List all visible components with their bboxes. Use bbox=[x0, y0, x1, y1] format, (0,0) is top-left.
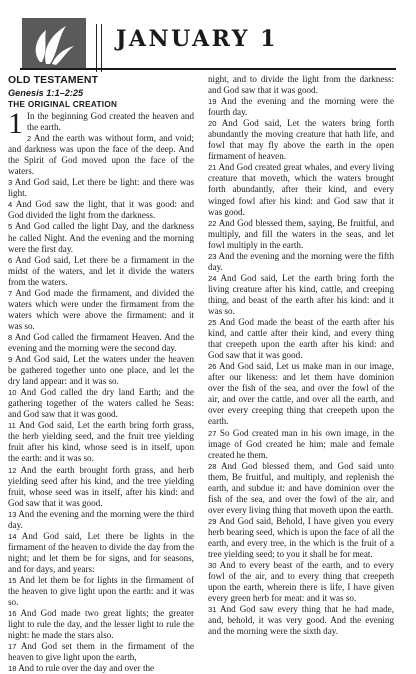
verse bbox=[8, 255, 194, 288]
verse bbox=[208, 74, 394, 96]
verse bbox=[208, 361, 394, 427]
verse-text: And God said, Let there be lights in the firmament of the heaven to divide the day from the night; and let them be for signs, and for seasons, and for days, and years: bbox=[8, 530, 194, 574]
verse-text: And God said, Let there be light: and there was light. bbox=[8, 177, 194, 199]
verse bbox=[8, 663, 194, 674]
logo bbox=[22, 18, 86, 70]
verse-text: And God said, Let the waters under the heaven be gathered together unto one place, and let the dry land appear: and it was so. bbox=[8, 354, 194, 387]
verse bbox=[208, 317, 394, 361]
verse-text: And God saw every thing that he had made, and, behold, it was very good. And the evening and the morning were the sixth day. bbox=[208, 604, 394, 637]
verse bbox=[208, 273, 394, 317]
header-rule bbox=[20, 68, 396, 70]
verse-list bbox=[8, 107, 194, 674]
verse bbox=[208, 96, 394, 118]
verse-number: 5 bbox=[8, 222, 13, 232]
verse-number: 23 bbox=[208, 251, 217, 261]
verse-text: And the earth brought forth grass, and herb yielding seed after his kind, and the tree yielding fruit, whose seed was in itself, after his kind: and God saw that it was good. bbox=[8, 464, 194, 508]
verse-text: And to rule over the day and over the bbox=[18, 663, 155, 674]
verse-text: And God blessed them, saying, Be fruitful, and multiply, and fill the waters in the seas, and let fowl multiply in the earth. bbox=[208, 217, 394, 250]
verse-number: 30 bbox=[208, 561, 217, 571]
verse bbox=[8, 133, 194, 177]
verse-number: 20 bbox=[208, 119, 217, 129]
verse-text: And God said, Behold, I have given you every herb bearing seed, which is upon the face of all the earth, and every tree, in the which is the fruit of a tree yielding seed; to you it shall be for meat. bbox=[208, 515, 394, 560]
header-divider bbox=[96, 24, 102, 72]
verse-text: And God called the light Day, and the darkness he called Night. And the evening and the morning were the first day. bbox=[8, 221, 194, 254]
verse-text: And God created great whales, and every living creature that moveth, which the waters brought forth abundantly, after their kind, and every winged fowl after his kind: and God saw that it was good. bbox=[208, 162, 394, 217]
verse bbox=[8, 221, 194, 254]
verse-number: 11 bbox=[8, 421, 16, 431]
verse bbox=[8, 354, 194, 387]
verse-number: 3 bbox=[8, 178, 13, 188]
passage-reference: Genesis 1:1–2:25 bbox=[8, 88, 84, 98]
verse bbox=[8, 641, 194, 663]
verse-number: 10 bbox=[8, 388, 17, 398]
verse-number: 7 bbox=[8, 288, 13, 298]
verse-text: And God made two great lights; the greater light to rule the day, and the lesser light to rule the night: he made the stars also. bbox=[8, 608, 194, 641]
passage-subheading: THE ORIGINAL CREATION bbox=[8, 100, 118, 109]
verse bbox=[208, 428, 394, 461]
verse-text: And God made the firmament, and divided the waters which were under the firmament from the waters which were above the firmament: and it was so. bbox=[8, 287, 194, 331]
verse bbox=[208, 218, 394, 251]
verse-number: 18 bbox=[8, 664, 17, 674]
verse-number: 6 bbox=[8, 255, 13, 265]
verse bbox=[8, 387, 194, 420]
verse-number: 14 bbox=[8, 531, 17, 541]
verse bbox=[8, 509, 194, 531]
verse bbox=[8, 177, 194, 199]
verse-number: 17 bbox=[8, 642, 17, 652]
verse-number: 21 bbox=[208, 163, 217, 173]
verse-number: 16 bbox=[8, 609, 17, 619]
verse-number: 22 bbox=[208, 218, 217, 228]
verse bbox=[8, 288, 194, 332]
verse bbox=[8, 199, 194, 221]
verse-text: And let them be for lights in the firmament of the heaven to give light upon the earth: and it was so. bbox=[8, 574, 194, 608]
verse-text: And the evening and the morning were the fourth day. bbox=[208, 96, 394, 118]
verse-text: And God called the dry land Earth; and the gathering together of the waters called he Seas: and God saw that it was good. bbox=[8, 387, 194, 420]
verse-number: 25 bbox=[208, 318, 217, 328]
verse-number: 15 bbox=[8, 575, 17, 585]
verse-number: 27 bbox=[208, 428, 217, 438]
verse-number: 9 bbox=[8, 355, 13, 365]
verse-number: 13 bbox=[8, 509, 17, 519]
verse-text: And God set them in the firmament of the heaven to give light upon the earth, bbox=[8, 641, 194, 663]
verse bbox=[8, 608, 194, 641]
verse-text: And God said, Let the earth bring forth grass, the herb yielding seed, and the fruit tree yielding fruit after his kind, whose seed is in itself, upon the earth: and it was so. bbox=[8, 420, 194, 464]
page-header bbox=[20, 18, 400, 70]
flame-leaf-icon bbox=[22, 18, 86, 70]
verse bbox=[8, 465, 194, 509]
verse-text: And God made the beast of the earth after his kind, and cattle after their kind, and every thing that creepeth upon the earth after his kind: and God saw that it was good. bbox=[208, 317, 394, 361]
drop-cap-chapter-number: 1 bbox=[8, 107, 23, 140]
verse bbox=[208, 162, 394, 217]
verse-text: And the earth was without form, and void; and darkness was upon the face of the deep. And the Spirit of God moved upon the face of the waters. bbox=[8, 133, 194, 177]
verse-text: And to every beast of the earth, and to every fowl of the air, and to every thing that creepeth upon the earth, wherein there is life, I have given every green herb for meat: and it was so. bbox=[208, 560, 394, 604]
verse-text: And the evening and the morning were the third day. bbox=[8, 508, 194, 530]
verse bbox=[8, 575, 194, 608]
verse-text: And God saw the light, that it was good: and God divided the light from the darkness. bbox=[8, 199, 194, 221]
section-title: OLD TESTAMENT bbox=[8, 75, 99, 86]
verse-text: And God blessed them, and God said unto them, Be fruitful, and multiply, and replenish the earth, and subdue it: and have dominion over the fish of the sea, and over the fowl of the air, and over every living thing that moveth upon the earth. bbox=[208, 460, 394, 515]
verse-text: And God said, Let us make man in our image, after our likeness: and let them have dominion over the fish of the sea, and over the fowl of the air, and over the cattle, and over all the earth, and over every creeping thing that creepeth upon the earth. bbox=[208, 361, 394, 427]
verse bbox=[208, 516, 394, 560]
page-title: JANUARY 1 bbox=[116, 26, 278, 52]
verse bbox=[208, 251, 394, 273]
verse bbox=[208, 604, 394, 637]
verse-list bbox=[208, 74, 394, 637]
verse bbox=[208, 560, 394, 604]
verse bbox=[8, 420, 194, 464]
verse-number: 28 bbox=[208, 461, 217, 471]
verse-text: And God said, Let there be a firmament in the midst of the waters, and let it divide the waters from the waters. bbox=[8, 254, 194, 287]
verse-text: And God said, Let the waters bring forth abundantly the moving creature that hath life, and fowl that may fly above the earth in the open firmament of heaven. bbox=[208, 118, 394, 162]
verse-text: And God said, Let the earth bring forth the living creature after his kind, cattle, and creeping thing, and beast of the earth after his kind: and it was so. bbox=[208, 272, 394, 316]
verse-number: 2 bbox=[27, 134, 32, 144]
right-column bbox=[208, 74, 394, 637]
verse-number: 19 bbox=[208, 97, 217, 107]
verse bbox=[8, 332, 194, 354]
verse-text: And God called the firmament Heaven. And the evening and the morning were the second day. bbox=[8, 331, 194, 353]
verse bbox=[8, 531, 194, 575]
verse-number: 31 bbox=[208, 605, 217, 615]
verse bbox=[208, 118, 394, 162]
left-column bbox=[8, 74, 194, 674]
verse-text: So God created man in his own image, in the image of God created he him; male and female created he them. bbox=[208, 427, 394, 460]
verse-number: 29 bbox=[208, 516, 217, 526]
verse-number: 26 bbox=[208, 362, 217, 372]
verse-number: 4 bbox=[8, 200, 13, 210]
verse-number: 8 bbox=[8, 332, 13, 342]
verse-number: 24 bbox=[208, 273, 217, 283]
verse-text: In the beginning God created the heaven and the earth. bbox=[27, 111, 194, 133]
verse-text: night, and to divide the light from the darkness: and God saw that it was good. bbox=[208, 74, 394, 96]
verse bbox=[208, 461, 394, 516]
verse bbox=[8, 107, 194, 140]
verse-number: 12 bbox=[8, 465, 17, 475]
verse-text: And the evening and the morning were the fifth day. bbox=[208, 250, 394, 272]
